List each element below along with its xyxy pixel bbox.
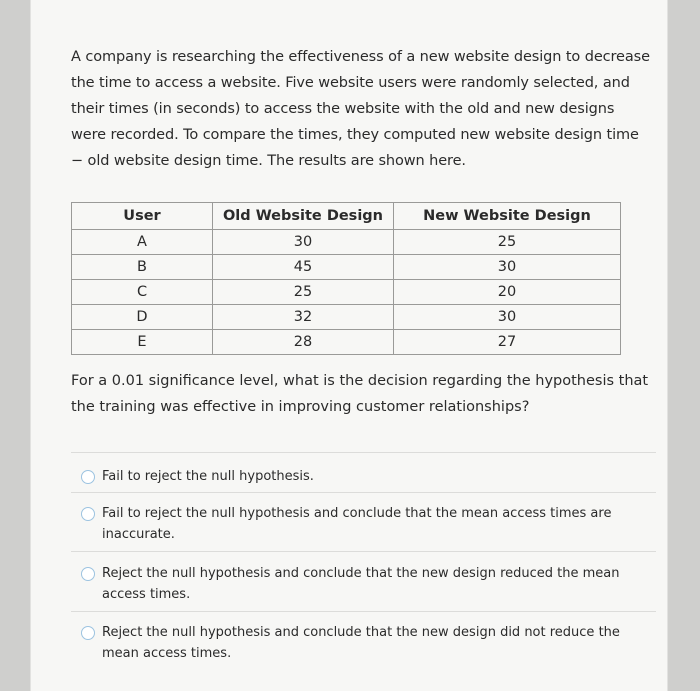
cell-old: 30 <box>213 230 394 255</box>
table-header-row <box>72 203 621 230</box>
table-row <box>72 305 621 330</box>
cell-new: 30 <box>394 305 621 330</box>
table-row <box>72 255 621 280</box>
table-row <box>72 280 621 305</box>
option-label: Fail to reject the null hypothesis. <box>102 469 314 484</box>
cell-user: E <box>72 330 213 355</box>
cell-new: 27 <box>394 330 621 355</box>
option-label: Reject the null hypothesis and conclude that the new design reduced the mean access times. <box>102 566 620 602</box>
cell-user: C <box>72 280 213 305</box>
answer-option-4[interactable] <box>81 622 651 664</box>
cell-new: 25 <box>394 230 621 255</box>
header-user: User <box>72 203 213 230</box>
answer-option-2[interactable] <box>81 503 651 545</box>
answer-option-1[interactable] <box>81 466 651 487</box>
header-new-design: New Website Design <box>394 203 621 230</box>
cell-new: 20 <box>394 280 621 305</box>
option-label: Reject the null hypothesis and conclude that the new design did not reduce the mean access times. <box>102 625 620 661</box>
data-table <box>71 202 621 355</box>
option-label: Fail to reject the null hypothesis and conclude that the mean access times are inaccurate. <box>102 506 612 542</box>
table-row <box>72 230 621 255</box>
answer-option-3[interactable] <box>81 563 651 605</box>
cell-old: 32 <box>213 305 394 330</box>
divider <box>71 492 656 493</box>
divider <box>71 452 656 453</box>
radio-button[interactable] <box>81 626 95 640</box>
table-row <box>72 330 621 355</box>
cell-user: B <box>72 255 213 280</box>
divider <box>71 611 656 612</box>
question-card <box>30 0 668 691</box>
cell-user: D <box>72 305 213 330</box>
radio-button[interactable] <box>81 507 95 521</box>
cell-old: 45 <box>213 255 394 280</box>
cell-user: A <box>72 230 213 255</box>
header-old-design: Old Website Design <box>213 203 394 230</box>
radio-button[interactable] <box>81 567 95 581</box>
prompt-text: For a 0.01 significance level, what is the decision regarding the hypothesis that the training was effective in improving customer relationships? <box>71 373 649 415</box>
cell-old: 25 <box>213 280 394 305</box>
cell-new: 30 <box>394 255 621 280</box>
cell-old: 28 <box>213 330 394 355</box>
question-text: A company is researching the effectiveness of a new website design to decrease the time to access a website. Five website users were randomly selected, and their times (in seconds) to access the website with the old and new designs were recorded. To compare the times, they computed new website design time − old website design time. The results are shown here. <box>71 49 650 169</box>
divider <box>71 551 656 552</box>
radio-button[interactable] <box>81 470 95 484</box>
